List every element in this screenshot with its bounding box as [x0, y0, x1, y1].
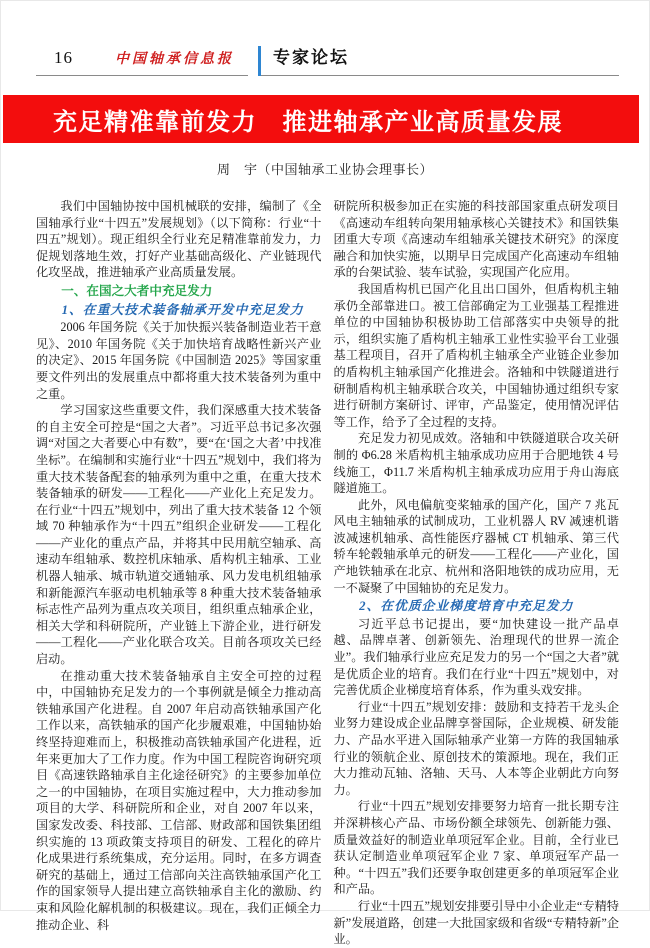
paragraph: 充足发力初见成效。洛轴和中铁隧道联合攻关研制的 Φ6.28 米盾构机主轴承成功应用于合肥地铁 4 号线施工，Φ11.7 米盾构机主轴承成功应用于舟山海底隧道施工。 [333, 431, 619, 496]
paragraph: 行业“十四五”规划安排要引导中小企业走“专精特新”发展道路，创建一大批国家级和省级“专精特新”企业。 [333, 898, 619, 947]
page-header [36, 43, 619, 76]
article-title-banner [3, 95, 639, 143]
subheading: 1、在重大技术装备轴承开发中充足发力 [61, 302, 304, 317]
subheading: 2、在优质企业梯度培育中充足发力 [359, 599, 574, 614]
paragraph: 我国盾构机已国产化且出口国外，但盾构机主轴承仍全部靠进口。被工信部确定为工业强基工程推进单位的中国轴协积极协助工信部落实中央领导的批示，组织实施了盾构机主轴承工业性实验平台工业强基工程项目，召开了盾构机主轴承全产业链企业参加的盾构机主轴承国产化推进会。洛轴和中铁隧道进行研制盾构机主轴承联合攻关，中国轴协通过组织专家进行研制方案研讨、评审，产品鉴定，使用情况评估等工作，给予了全过程的支持。 [333, 281, 619, 429]
paragraph: 2006 年国务院《关于加快振兴装备制造业若干意见》、2010 年国务院《关于加快培育战略性新兴产业的决定》、2015 年国务院《中国制造 2025》等国家重要文件列出的发展重点中都将重大技术装备列为重中之重。 [36, 320, 322, 401]
byline: 周 宇（中国轴承工业协会理事长） [216, 162, 433, 177]
header-right-group [261, 43, 619, 76]
paragraph: 我们中国轴协按中国机械联的安排，编制了《全国轴承行业“十四五”发展规划》（以下简称：行业“十四五”规划）。现正组织全行业充足精准靠前发力，力促规划落地生效，打好产业基础高级化、产业链现代化攻坚战，推进轴承产业高质量发展。 [36, 199, 322, 280]
header-left-group [36, 48, 248, 76]
paragraph: 行业“十四五”规划安排要努力培育一批长期专注并深耕核心产品、市场份额全球领先、创新能力强、质量效益好的制造业单项冠军企业。目前，全行业已获认定制造业单项冠军企业 7 家、单项冠军产品一种。“十四五”我们还要争取创建更多的单项冠军企业和产品。 [333, 799, 619, 897]
column-right [334, 198, 620, 948]
paragraph: 在推动重大技术装备轴承自主安全可控的过程中，中国轴协充足发力的一个事例就是倾全力推动高铁轴承国产化进程。自 2007 年启动高铁轴承国产化工作以来，高铁轴承的国产化步履艰难，中国轴协始终坚持迎难而上，积极推动高铁轴承国产化进程，近年来更加大了工作力度。作为中国工程院咨询研究项目《高速铁路轴承自主化途径研究》的主要参加单位之一的中国轴协，在项目实施过程中，大力推动参加项目的大学、科研院所和企业，对自 2007 年以来，国家发改委、科技部、工信部、财政部和国铁集团组织实施的 13 项政策支持项目的研发、工程化的碎片化成果进行系统集成，充分运用。同时，在多方调查研究的基础上，通过工信部向关注高铁轴承国产化工作的国家领导人提出建立高铁轴承自主化的激励、约束和风险化解机制的积极建议。现在，我们正倾全力推动企业、科 [36, 668, 322, 932]
paragraph: 此外，风电偏航变桨轴承的国产化，国产 7 兆瓦风电主轴轴承的试制成功，工业机器人 RV 减速机谐波减速机轴承、高性能医疗器械 CT 机轴承、第三代轿车轮毂轴承单元的研发——工程化——产业化，国产地铁轴承在北京、杭州和洛阳地铁的成功应用，无一不凝聚了中国轴协的充足发力。 [333, 497, 619, 595]
page-number: 16 [54, 48, 73, 67]
paragraph: 习近平总书记提出，要“加快建设一批产品卓越、品牌卓著、创新领先、治理现代的世界一流企业”。我们轴承行业应充足发力的另一个“国之大者”就是优质企业的培育。我们在行业“十四五”规划中，对完善优质企业梯度培育体系，作为重头戏安排。 [333, 616, 619, 698]
article-title: 充足精准靠前发力 推进轴承产业高质量发展 [53, 108, 563, 136]
newspaper-masthead: 中国轴承信息报 [115, 52, 234, 67]
paragraph: 研院所积极参加正在实施的科技部国家重点研发项目《高速动车组转向架用轴承核心关键技术》和国铁集团重大专项《高速动车组轴承关键技术研究》的深度融合和加快实施，以期早日完成国产化高速动车组轴承的台架试验、装车试验，实现国产化应用。 [333, 199, 619, 280]
paragraph: 学习国家这些重要文件，我们深感重大技术装备的自主安全可控是“国之大者”。习近平总书记多次强调“对国之大者要心中有数”，要“在‘国之大者’中找准坐标”。在编制和实施行业“十四五”规划中，我们将为重大技术装备配套的轴承列为重中之重，在重大技术装备轴承的研发——工程化——产业化上充足发力。在行业“十四五”规划中，列出了重大技术装备 12 个领域 70 种轴承作为“十四五”组织企业研发——工程化——产业化的重点产品，并将其中民用航空轴承、高速动车组轴承、数控机床轴承、盾构机主轴承、工业机器人轴承、城市轨道交通轴承、风力发电机组轴承和新能源汽车驱动电机轴承等 8 种重大技术装备轴承标志性产品列为重点攻关项目，组织重点轴承企业，相关大学和科研院所，产业链上下游企业，进行研发——工程化——产业化联合攻关。目前各项攻关已经启动。 [36, 403, 322, 667]
article-body [36, 198, 619, 948]
subheading: 一、在国之大者中充足发力 [61, 283, 213, 298]
paragraph: 行业“十四五”规划安排：鼓励和支持若干龙头企业努力建设成企业品牌享誉国际，企业规模、研发能力、产品水平进入国际轴承产业第一方阵的我国轴承行业的领航企业、原创技术的策源地。现在，我们正大力推动瓦轴、洛轴、天马、人本等企业朝此方向努力。 [333, 699, 619, 797]
section-title: 专家论坛 [273, 48, 349, 67]
column-left [36, 198, 322, 948]
